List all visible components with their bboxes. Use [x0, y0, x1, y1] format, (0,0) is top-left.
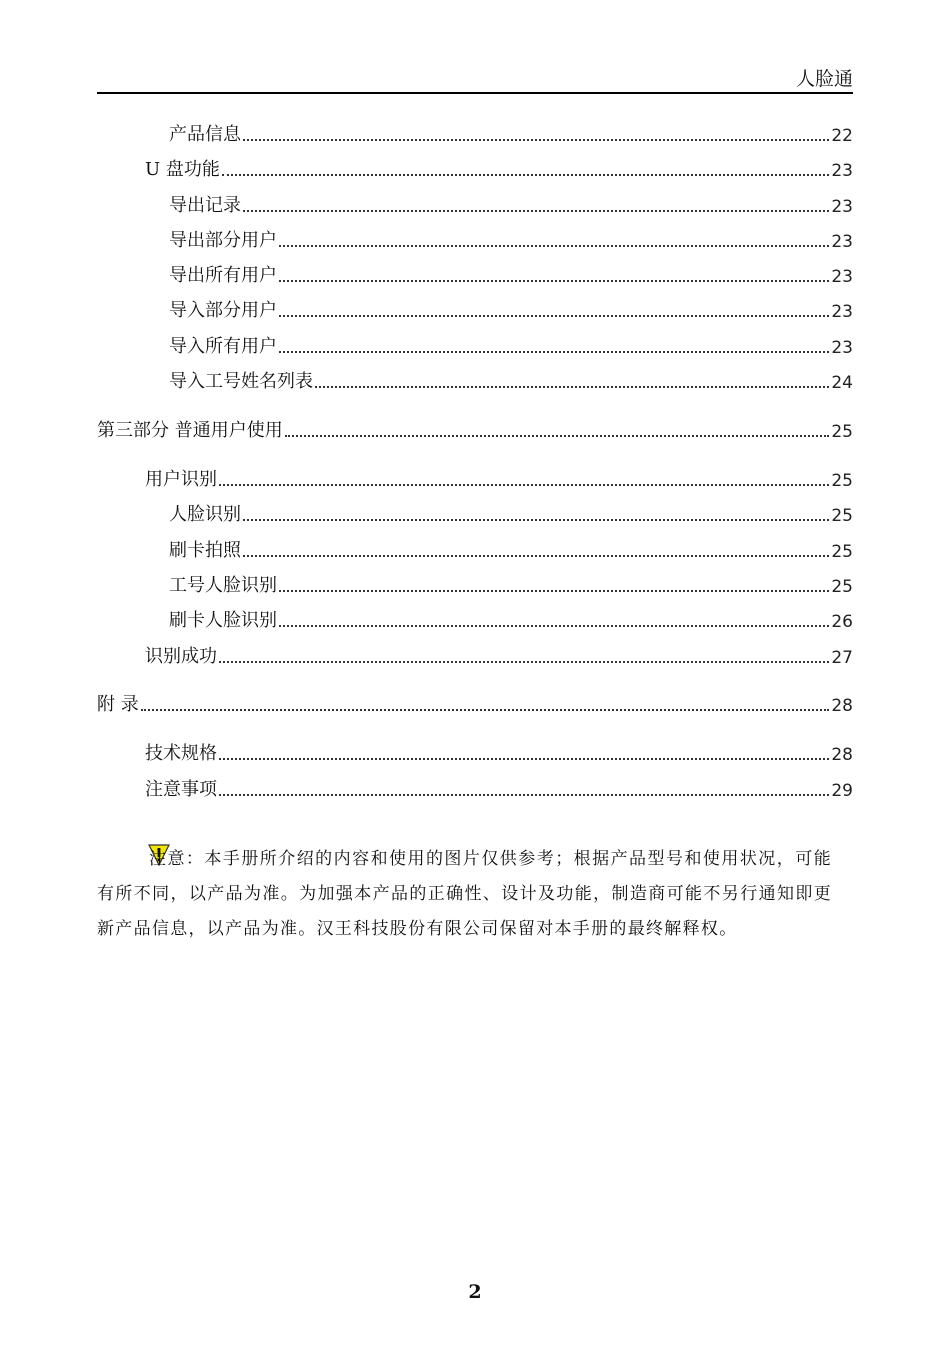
toc-entry-page: 28	[831, 696, 853, 716]
toc-entry[interactable]	[97, 414, 853, 442]
toc-leader-dots	[279, 576, 829, 592]
toc-leader-dots	[285, 421, 830, 437]
toc-entry-label: 识别成功	[145, 646, 217, 667]
toc-leader-dots	[219, 744, 829, 760]
toc-entry-page: 23	[831, 338, 853, 358]
toc-entry-page: 23	[831, 161, 853, 181]
toc-entry[interactable]	[97, 604, 853, 632]
toc-entry-label: 工号人脸识别	[169, 575, 277, 596]
toc-entry-label: 附 录	[97, 694, 139, 715]
toc-entry-page: 25	[831, 506, 853, 526]
toc-leader-dots	[219, 470, 829, 486]
toc-entry-page: 24	[831, 373, 853, 393]
note-text: 注意：本手册所介绍的内容和使用的图片仅供参考；根据产品型号和使用状况，可能有所不同，以产品为准。为加强本产品的正确性、设计及功能，制造商可能不另行通知即更新产品信息，以产品为准。汉王科技股份有限公司保留对本手册的最终解释权。	[97, 849, 832, 939]
toc-entry[interactable]	[97, 365, 853, 393]
page-number: 2	[468, 1281, 482, 1303]
toc-entry[interactable]	[97, 640, 853, 668]
toc-leader-dots	[279, 337, 829, 353]
toc-leader-dots	[141, 695, 830, 711]
toc-entry-page: 29	[831, 781, 853, 801]
toc-entry-page: 25	[831, 542, 853, 562]
toc-entry[interactable]	[97, 569, 853, 597]
toc-entry[interactable]	[97, 189, 853, 217]
toc-leader-dots	[243, 541, 829, 557]
toc-leader-dots	[243, 196, 829, 212]
toc-entry-label: 导入所有用户	[169, 336, 277, 357]
note-paragraph	[97, 842, 832, 947]
toc-entry-page: 26	[831, 612, 853, 632]
toc-entry-page: 28	[831, 745, 853, 765]
toc-entry[interactable]	[97, 224, 853, 252]
toc-entry-label: 用户识别	[145, 469, 217, 490]
toc-entry-page: 25	[831, 577, 853, 597]
toc-entry-page: 27	[831, 648, 853, 668]
toc-entry-label: 第三部分 普通用户使用	[97, 420, 283, 441]
toc-entry[interactable]	[97, 534, 853, 562]
toc-entry-page: 23	[831, 197, 853, 217]
toc-leader-dots	[279, 611, 829, 627]
toc-entry-label: 导出记录	[169, 195, 241, 216]
toc-leader-dots	[315, 372, 829, 388]
toc-leader-dots	[219, 647, 829, 663]
toc-leader-dots	[279, 231, 829, 247]
toc-entry[interactable]	[97, 118, 853, 146]
toc-leader-dots	[279, 301, 829, 317]
toc-leader-dots	[243, 125, 829, 141]
toc-leader-dots	[279, 266, 829, 282]
toc-entry-label: 导入工号姓名列表	[169, 371, 313, 392]
toc-entry[interactable]	[97, 498, 853, 526]
toc-entry[interactable]	[97, 330, 853, 358]
toc-entry[interactable]	[97, 463, 853, 491]
toc-entry-label: U 盘功能	[145, 159, 220, 180]
toc-leader-dots	[222, 160, 829, 176]
toc-entry[interactable]	[97, 773, 853, 801]
toc-entry-label: 导出所有用户	[169, 265, 277, 286]
toc-entry-label: 注意事项	[145, 779, 217, 800]
toc-entry-page: 25	[831, 422, 853, 442]
toc-entry[interactable]	[97, 259, 853, 287]
header-title: 人脸通	[795, 68, 853, 90]
toc-entry-label: 导出部分用户	[169, 230, 277, 251]
toc-entry-page: 23	[831, 267, 853, 287]
toc-entry[interactable]	[97, 688, 853, 716]
header-rule	[97, 92, 853, 94]
toc-leader-dots	[243, 505, 829, 521]
toc-entry-label: 刷卡拍照	[169, 540, 241, 561]
toc-entry-label: 刷卡人脸识别	[169, 610, 277, 631]
toc-entry-label: 技术规格	[145, 743, 217, 764]
toc-entry[interactable]	[97, 294, 853, 322]
toc-entry[interactable]	[97, 737, 853, 765]
toc-entry-page: 22	[831, 126, 853, 146]
toc-entry-page: 23	[831, 302, 853, 322]
toc-entry-label: 导入部分用户	[169, 300, 277, 321]
toc-entry-page: 23	[831, 232, 853, 252]
toc-entry-label: 产品信息	[169, 124, 241, 145]
toc-entry-page: 25	[831, 471, 853, 491]
toc-leader-dots	[219, 780, 829, 796]
toc-entry[interactable]	[97, 153, 853, 181]
toc-entry-label: 人脸识别	[169, 504, 241, 525]
